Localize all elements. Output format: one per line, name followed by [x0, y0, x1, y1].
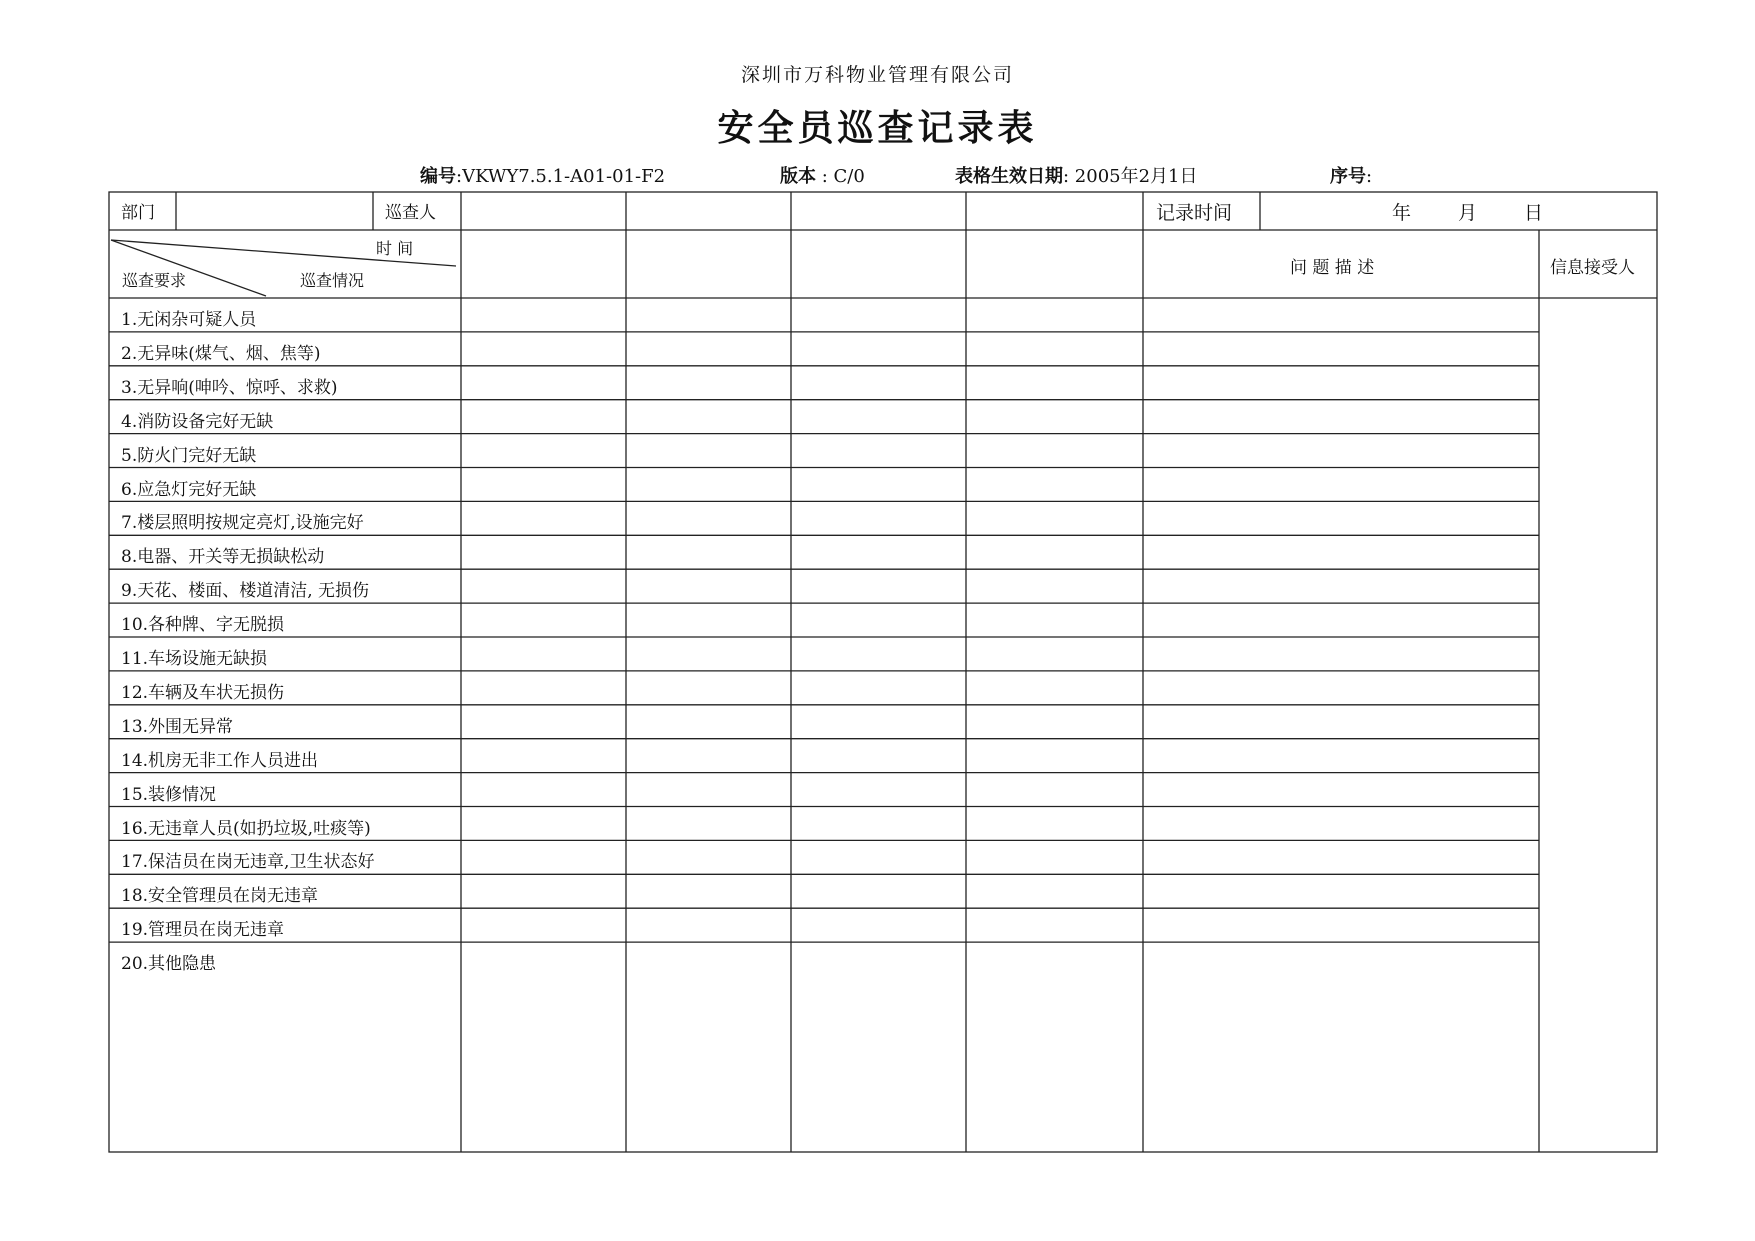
check-item-label: 11.车场设施无缺损	[121, 649, 268, 669]
check-item-label: 2.无异味(煤气、烟、焦等)	[121, 343, 321, 364]
serial-number-value: :	[1366, 166, 1373, 187]
check-item-label: 17.保洁员在岗无违章,卫生状态好	[121, 852, 375, 873]
form-code-value: :VKWY7.5.1-A01-01-F2	[456, 166, 666, 187]
record-day-label: 日	[1524, 202, 1544, 224]
check-item-label: 20.其他隐患	[121, 954, 217, 975]
record-time-label: 记录时间	[1156, 202, 1233, 224]
diag-requirement-label: 巡查要求	[122, 271, 187, 290]
check-item-label: 8.电器、开关等无损缺松动	[121, 547, 325, 568]
check-item-label: 13.外围无异常	[121, 716, 234, 737]
department-label: 部门	[121, 203, 155, 223]
check-item-label: 6.应急灯完好无缺	[121, 479, 257, 500]
check-item-label: 14.机房无非工作人员进出	[121, 750, 319, 771]
info-receiver-header: 信息接受人	[1550, 258, 1635, 278]
form-version-label: 版本	[780, 166, 816, 187]
check-item-label: 7.楼层照明按规定亮灯,设施完好	[121, 513, 364, 534]
diag-time-label: 时 间	[376, 239, 414, 258]
check-item-label: 3.无异响(呻吟、惊呼、求救)	[121, 377, 338, 398]
inspector-label: 巡查人	[385, 203, 436, 223]
serial-number-label: 序号	[1330, 166, 1366, 187]
check-item-label: 15.装修情况	[121, 784, 217, 805]
check-item-label: 5.防火门完好无缺	[121, 445, 257, 466]
record-month-label: 月	[1458, 202, 1478, 224]
check-item-label: 10.各种牌、字无脱损	[121, 615, 285, 636]
form-code-label: 编号	[420, 166, 456, 187]
check-item-label: 16.无违章人员(如扔垃圾,吐痰等)	[121, 818, 371, 839]
effective-date-label: 表格生效日期	[955, 166, 1063, 187]
form-version-value: : C/0	[821, 166, 865, 187]
check-item-label: 1.无闲杂可疑人员	[121, 310, 257, 330]
check-item-label: 4.消防设备完好无缺	[121, 411, 274, 432]
check-item-label: 12.车辆及车状无损伤	[121, 682, 285, 703]
problem-description-header: 问 题 描 述	[1290, 258, 1375, 278]
department-field[interactable]	[176, 193, 372, 229]
record-year-label: 年	[1392, 202, 1412, 224]
check-item-label: 9.天花、楼面、楼道清洁, 无损伤	[121, 581, 370, 602]
effective-date-value: : 2005年2月1日	[1063, 166, 1198, 187]
company-name: 深圳市万科物业管理有限公司	[740, 64, 1014, 86]
diag-status-label: 巡查情况	[300, 271, 365, 290]
check-item-label: 18.安全管理员在岗无违章	[121, 886, 319, 907]
check-item-label: 19.管理员在岗无违章	[121, 920, 285, 941]
form-title: 安全员巡查记录表	[717, 107, 1038, 149]
